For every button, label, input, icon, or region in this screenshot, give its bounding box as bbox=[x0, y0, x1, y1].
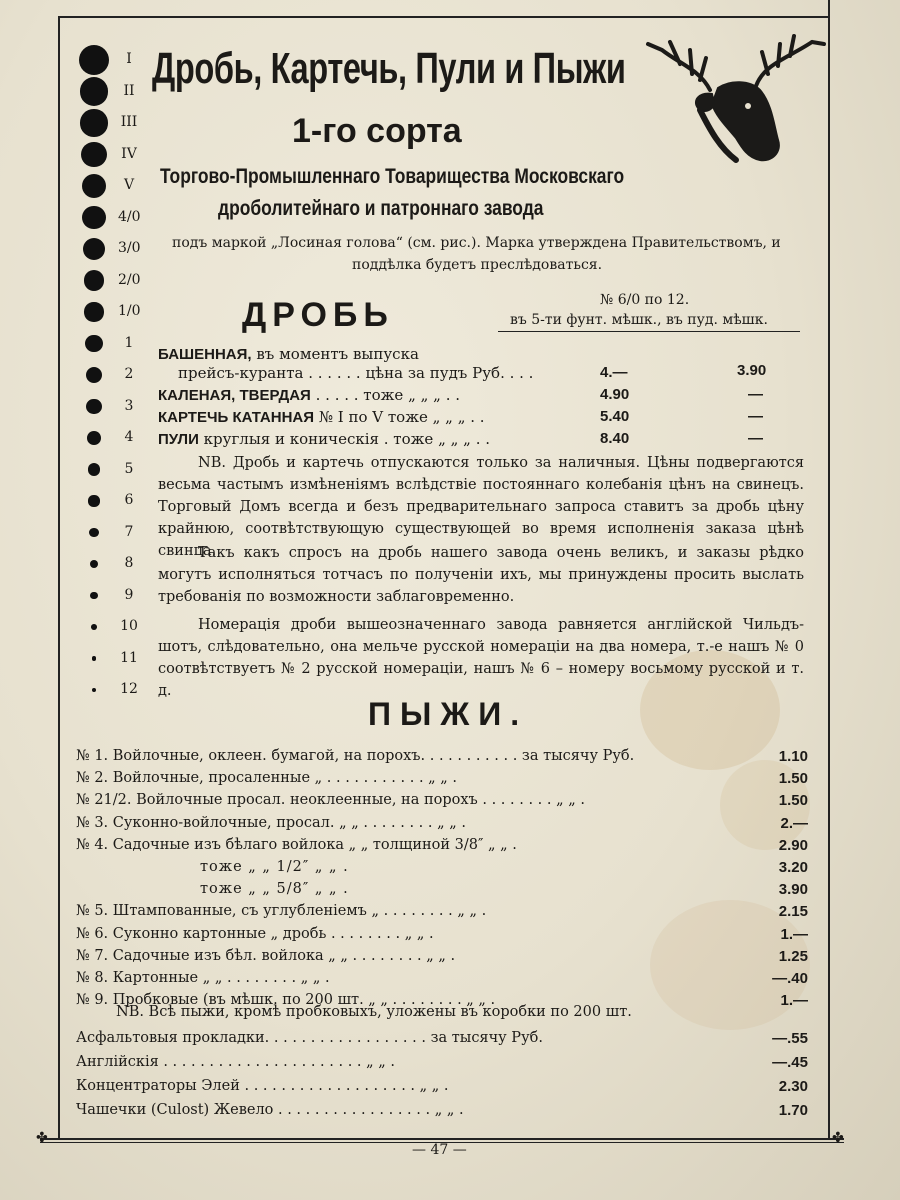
price-5lb-bag: 4.90 bbox=[600, 386, 630, 403]
pyzhi-row-label: № 3. Суконно-войлочные, просал. „ „ . . . . . . . . „ „ . bbox=[76, 814, 466, 831]
shot-size-label: 7 bbox=[124, 523, 134, 540]
drob-row-bashennaya bbox=[158, 345, 419, 363]
accessory-row-price: —.45 bbox=[772, 1054, 808, 1071]
pyzhi-row-price: 1.25 bbox=[778, 947, 808, 965]
shot-size-label: 10 bbox=[120, 618, 138, 634]
accessory-row-label: Концентраторы Элей . . . . . . . . . . . . . . . . . . . „ „ . bbox=[76, 1078, 449, 1094]
page-title: Дробь, Картечь, Пули и Пыжи bbox=[152, 44, 626, 93]
accessory-row-label: Асфальтовыя прокладки. . . . . . . . . . . . . . . . . . за тысячу Руб. bbox=[76, 1030, 543, 1046]
shot-size-dot bbox=[86, 399, 101, 414]
shot-size-label: 12 bbox=[120, 681, 138, 697]
price-pood-bag: 3.90 bbox=[737, 362, 767, 379]
shot-size-dot bbox=[92, 688, 96, 692]
company-name-line2: дроболитейнаго и патроннаго завода bbox=[218, 197, 544, 220]
pyzhi-row-price: 3.20 bbox=[778, 859, 808, 876]
product-name: КАЛЕНАЯ, ТВЕРДАЯ bbox=[158, 387, 311, 404]
column-header-rule bbox=[498, 331, 800, 332]
trademark-note-line1: подъ маркой „Лосиная голова“ (см. рис.). Марка утверждена Правительствомъ, и bbox=[172, 235, 781, 251]
product-desc: въ моментъ выпуска bbox=[256, 345, 419, 363]
shot-size-dot bbox=[84, 270, 105, 291]
ornament-icon: ✤ bbox=[36, 1130, 48, 1146]
pyzhi-row-label: № 1. Войлочные, оклеен. бумагой, на порохъ. . . . . . . . . . . за тысячу Руб. bbox=[76, 748, 635, 764]
shot-size-label: 4 bbox=[124, 429, 134, 445]
pyzhi-row-label: № 4. Садочные изъ бѣлаго войлока „ „ толщиной 3/8″ „ „ . bbox=[76, 836, 517, 853]
shot-size-dot bbox=[80, 109, 107, 136]
shot-size-label: 6 bbox=[124, 492, 134, 508]
price-pood-bag: — bbox=[748, 386, 763, 403]
column-header-packaging: въ 5-ти фунт. мѣшк., въ пуд. мѣшк. bbox=[510, 312, 768, 328]
price-pood-bag: — bbox=[748, 430, 763, 447]
shot-size-dot bbox=[83, 238, 105, 260]
shot-size-label: 8 bbox=[124, 555, 134, 571]
product-name: БАШЕННАЯ, bbox=[158, 346, 252, 363]
shot-size-label: II bbox=[123, 82, 135, 99]
shot-size-dot bbox=[84, 302, 103, 321]
shot-size-label: 2 bbox=[124, 366, 134, 382]
ornament-icon: ✤ bbox=[832, 1130, 844, 1146]
shot-size-dot bbox=[87, 431, 101, 445]
note-payment-terms: NB. Дробь и картечь отпускаются только за наличныя. Цѣны подвергаются весьма частымъ измѣненіямъ вслѣдствіе постояннаго колебанія цѣнъ на свинецъ. Торговый Домъ всегда и безъ предварительнаго запроса ставитъ за дробь цѣну крайнюю, соотвѣтствующую существующей во время исполненія заказа цѣнѣ свинца. bbox=[158, 455, 804, 559]
frame-top-rule bbox=[58, 16, 830, 18]
pyzhi-row-label: № 9. Пробковые (въ мѣшк. по 200 шт. „ „ . . . . . . . . „ „ . bbox=[76, 992, 496, 1009]
product-desc: круглыя и коническія . тоже „ „ „ . . bbox=[203, 430, 490, 448]
accessory-row-label: Чашечки (Culost) Жевело . . . . . . . . . . . . . . . . . „ „ . bbox=[76, 1102, 464, 1118]
section-heading-pyzhi: ПЫЖИ. bbox=[368, 696, 529, 732]
shot-size-label: 1/0 bbox=[118, 303, 141, 319]
drob-row-bashennaya-line2: прейсъ-куранта . . . . . . цѣна за пудъ Руб. . . . bbox=[178, 364, 534, 382]
pyzhi-row-label: № 8. Картонные „ „ . . . . . . . . „ „ . bbox=[76, 970, 330, 986]
pyzhi-row-label: № 6. Суконно картонные „ дробь . . . . . . . . „ „ . bbox=[76, 925, 434, 942]
shot-size-dot bbox=[85, 335, 103, 353]
product-name: КАРТЕЧЬ КАТАННАЯ bbox=[158, 409, 315, 426]
trademark-note-line2: поддѣлка будетъ преслѣдоваться. bbox=[352, 257, 603, 273]
pyzhi-row-price: 1.50 bbox=[778, 792, 808, 810]
shot-size-label: V bbox=[123, 177, 135, 193]
price-5lb-bag: 5.40 bbox=[600, 408, 630, 425]
product-desc: № I по V тоже „ „ „ . . bbox=[318, 408, 485, 426]
pyzhi-row-price: 2.90 bbox=[778, 836, 808, 854]
shot-size-label: IV bbox=[121, 145, 137, 162]
drob-row-kartech bbox=[158, 408, 485, 426]
shot-size-dot bbox=[79, 45, 109, 75]
shot-size-label: 11 bbox=[120, 649, 138, 666]
shot-size-dot bbox=[89, 528, 99, 538]
shot-size-dot bbox=[92, 656, 96, 660]
moose-head-logo-icon bbox=[640, 30, 826, 170]
shot-size-dot bbox=[81, 142, 107, 168]
shot-size-dot bbox=[88, 495, 99, 506]
pyzhi-row-price: 1.10 bbox=[778, 748, 808, 765]
shot-size-label: 9 bbox=[124, 586, 134, 603]
pyzhi-row-price: 1.— bbox=[780, 925, 808, 943]
column-header-sizes: № 6/0 по 12. bbox=[600, 292, 690, 308]
price-5lb-bag: 4.— bbox=[600, 364, 628, 381]
accessory-row-price: —.55 bbox=[772, 1030, 808, 1047]
pyzhi-row-price: —.40 bbox=[772, 970, 808, 987]
shot-size-label: I bbox=[126, 51, 132, 67]
pyzhi-row-price: 1.50 bbox=[778, 770, 808, 788]
drob-row-kalenaya bbox=[158, 386, 460, 404]
shot-size-dot bbox=[88, 463, 100, 475]
pyzhi-row-label: тоже „ „ 5/8″ „ „ . bbox=[200, 881, 349, 898]
section-heading-drob: ДРОБЬ bbox=[242, 296, 394, 334]
accessory-row-label: Англійскія . . . . . . . . . . . . . . . . . . . . . . „ „ . bbox=[76, 1054, 395, 1070]
shot-size-dot bbox=[82, 206, 105, 229]
shot-size-dot bbox=[91, 624, 97, 630]
pyzhi-row-price: 3.90 bbox=[778, 881, 808, 899]
company-name-line1: Торгово-Промышленнаго Товарищества Московскаго bbox=[160, 165, 625, 188]
accessory-row-price: 1.70 bbox=[778, 1102, 808, 1119]
shot-size-label: 5 bbox=[124, 460, 134, 477]
shot-size-label: 2/0 bbox=[118, 271, 141, 288]
price-5lb-bag: 8.40 bbox=[600, 430, 630, 447]
grade-heading: 1-го сорта bbox=[292, 112, 462, 150]
pyzhi-row-label: № 2. Войлочные, просаленные „ . . . . . . . . . . . „ „ . bbox=[76, 770, 458, 787]
shot-size-label: 1 bbox=[124, 334, 134, 351]
pyzhi-row-label: тоже „ „ 1/2″ „ „ . bbox=[200, 859, 349, 875]
shot-size-label: 3/0 bbox=[118, 240, 141, 256]
product-desc: . . . . . тоже „ „ „ . . bbox=[315, 386, 460, 404]
pyzhi-packaging-note: NB. Всѣ пыжи, кромѣ пробковыхъ, уложены въ коробки по 200 шт. bbox=[116, 1004, 632, 1020]
shot-size-label: 3 bbox=[124, 397, 134, 414]
frame-right-rule bbox=[828, 0, 830, 1140]
accessory-row-price: 2.30 bbox=[778, 1078, 808, 1095]
shot-size-dot bbox=[90, 592, 97, 599]
product-name: ПУЛИ bbox=[158, 431, 199, 448]
note-demand: Такъ какъ спросъ на дробь нашего завода очень великъ, и заказы рѣдко могутъ исполняться тотчасъ по полученіи ихъ, мы принуждены просить выслать требованія по возможности заблаговременно. bbox=[158, 545, 804, 605]
note-numbering: Номерація дроби вышеозначеннаго завода равняется англійской Чильдъ-шотъ, слѣдовательно, она мельче русской номераціи на два номера, т.-е нашъ № 0 соотвѣтствуетъ № 2 русской номераціи, нашъ № 6 – номеру восьмому русской и т. д. bbox=[158, 617, 804, 699]
pyzhi-row-price: 2.— bbox=[780, 814, 808, 832]
shot-size-label: III bbox=[120, 114, 138, 130]
pyzhi-row-price: 2.15 bbox=[778, 903, 808, 921]
page-number: — 47 — bbox=[412, 1142, 467, 1158]
shot-size-label: 4/0 bbox=[118, 208, 141, 225]
pyzhi-row-label: № 5. Штампованные, съ углубленіемъ „ . . . . . . . . „ „ . bbox=[76, 903, 487, 920]
pyzhi-row-label: № 21/2. Войлочные просал. неоклеенные, на порохъ . . . . . . . . „ „ . bbox=[76, 792, 585, 809]
pyzhi-row-price: 1.— bbox=[780, 992, 808, 1010]
shot-size-dot bbox=[80, 77, 109, 106]
pyzhi-row-label: № 7. Садочные изъ бѣл. войлока „ „ . . . . . . . . „ „ . bbox=[76, 947, 456, 964]
frame-left-rule bbox=[58, 16, 60, 1140]
price-pood-bag: — bbox=[748, 408, 763, 425]
drob-row-puli bbox=[158, 430, 490, 448]
frame-bottom-rule bbox=[40, 1138, 844, 1140]
